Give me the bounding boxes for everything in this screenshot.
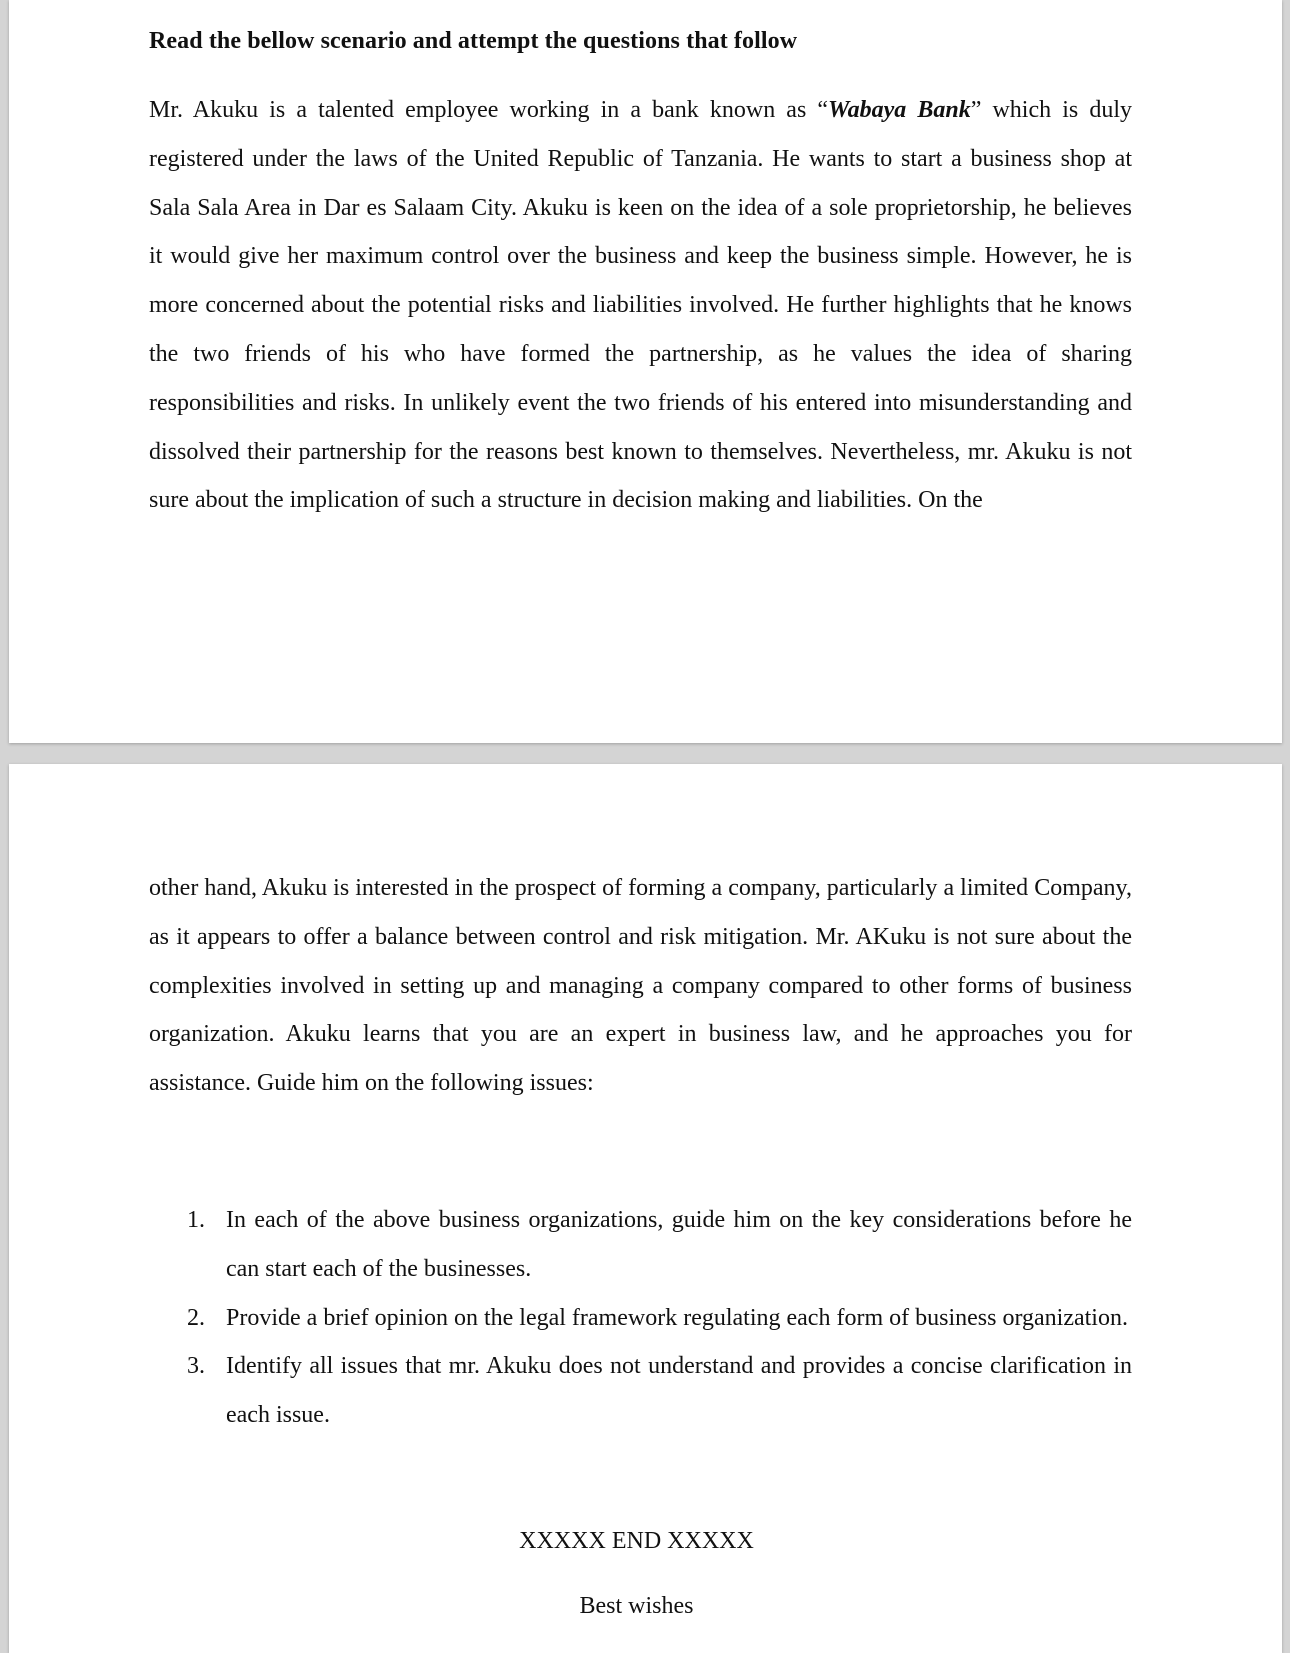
paragraph-1-text-end: ” which is duly registered under the laws of the United Republic of Tanzania. He wants to start a business shop at Sala Sala Area in Dar es Salaam City. Akuku is keen on the idea of a sole proprietorship, he believes it would give her maximum control over the business and keep the business simple. However, he is more concerned about the potential risks and liabilities involved. He further highlights that he knows the two friends of his who have formed the partnership, as he values the idea of sharing responsibilities and risks. In unlikely event the two friends of his entered into misunderstanding and dissolved their partnership for the reasons best known to themselves. Nevertheless, mr. Akuku is not sure about the implication of such a structure in decision making and liabilities. On the — [149, 97, 1132, 514]
question-text: In each of the above business organizations, guide him on the key considerations before he can start each of the businesses. — [226, 1207, 1132, 1282]
list-item — [149, 1342, 1132, 1440]
list-item — [149, 1196, 1132, 1294]
scenario-paragraph-2: other hand, Akuku is interested in the prospect of forming a company, particularly a limited Company, as it appears to offer a balance between control and risk mitigation. Mr. AKuku is not sure about the complexities involved in setting up and managing a company compared to other forms of business organization. Akuku learns that you are an expert in business law, and he approaches you for assistance. Guide him on the following issues: — [149, 875, 1132, 1097]
scenario-paragraph-1 — [149, 86, 1132, 525]
question-number: 2. — [187, 1304, 205, 1331]
paragraph-1-text-start: Mr. Akuku is a talented employee working in a bank known as “ — [149, 97, 829, 123]
question-number: 3. — [187, 1353, 205, 1380]
list-item — [149, 1294, 1132, 1343]
question-text: Provide a brief opinion on the legal framework regulating each form of business organization. — [226, 1304, 1128, 1331]
question-list — [149, 1196, 1132, 1440]
end-marker: XXXXX END XXXXX — [519, 1528, 754, 1554]
question-number: 1. — [187, 1207, 205, 1233]
bank-name: Wabaya Bank — [828, 97, 971, 123]
scenario-heading: Read the bellow scenario and attempt the questions that follow — [149, 28, 798, 54]
closing-text: Best wishes — [579, 1593, 694, 1619]
question-text: Identify all issues that mr. Akuku does not understand and provides a concise clarification in each issue. — [226, 1353, 1132, 1429]
